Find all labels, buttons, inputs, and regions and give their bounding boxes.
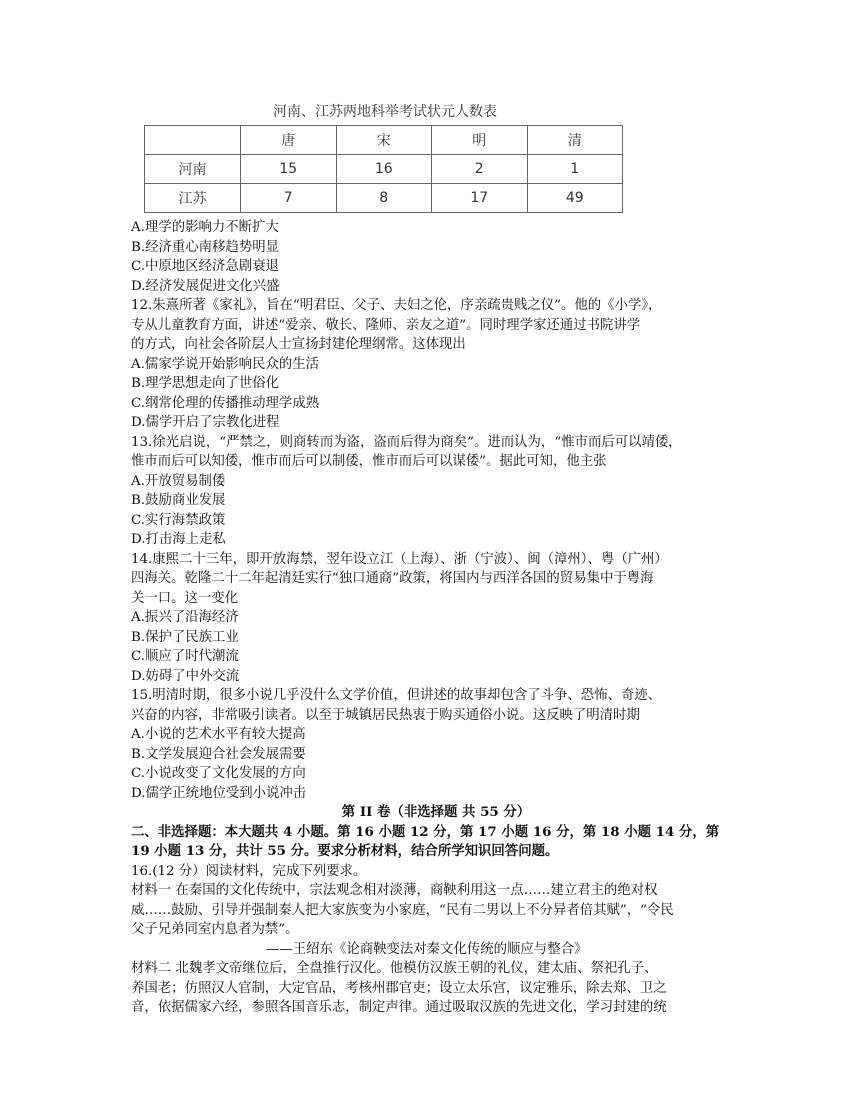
q16-line: 材料一 在秦国的文化传统中，宗法观念相对淡薄，商鞅利用这一点……建立君主的绝对权 — [131, 883, 658, 898]
question-line: 13.徐光启说，“严禁之，则商转而为盗，盗而后得为商矣”。进而认为，“惟市而后可以靖倭， — [131, 434, 682, 450]
stats-table — [144, 125, 623, 213]
question-line: 关一口。这一变化 — [131, 590, 239, 606]
option-line: D.儒学开启了宗教化进程 — [131, 415, 280, 430]
option-line: A.儒家学说开始影响民众的生活 — [131, 356, 320, 372]
table-header-cell: 唐 — [241, 126, 337, 155]
table-cell: 7 — [241, 184, 337, 213]
question-line: 专从儿童教育方面，讲述“爱亲、敬长、隆师、亲友之道”。同时理学家还通过书院讲学 — [131, 317, 641, 333]
option-line: C.纲常伦理的传播推动理学成熟 — [131, 395, 320, 411]
table-row — [145, 184, 623, 213]
question-line: 14.康熙二十三年，即开放海禁，翌年设立江（上海）、浙（宁波）、闽（漳州）、粤（广州） — [131, 551, 668, 567]
table-cell: 16 — [336, 155, 432, 184]
table-cell: 17 — [432, 184, 528, 213]
q16-source: ——王绍东《论商鞅变法对秦文化传统的顺应与整合》 — [266, 941, 588, 957]
table-row — [145, 155, 623, 184]
option-line: D.经济发展促进文化兴盛 — [131, 278, 280, 294]
table-cell: 15 — [241, 155, 337, 184]
option-line: A.小说的艺术水平有较大提高 — [131, 727, 306, 742]
option-line: D.打击海上走私 — [131, 532, 226, 547]
material2-line: 材料二 北魏孝文帝继位后，全盘推行汉化。他模仿汉族王朝的礼仪，建太庙、祭祀孔子、 — [131, 961, 658, 976]
question-lines — [131, 218, 741, 803]
option-line: A.振兴了沿海经济 — [131, 610, 239, 625]
table-cell: 2 — [432, 155, 528, 184]
table-cell: 8 — [336, 184, 432, 213]
table-header-row — [145, 126, 623, 155]
table-header-cell: 清 — [527, 126, 623, 155]
table-header-cell: 明 — [432, 126, 528, 155]
question-line: 兴奋的内容，非常吸引读者。以至于城镇居民热衷于购买通俗小说。这反映了明清时期 — [131, 707, 640, 723]
option-line: C.顺应了时代潮流 — [131, 649, 239, 664]
q16-line: 16.(12 分）阅读材料，完成下列要求。 — [131, 863, 367, 879]
document-body — [131, 218, 741, 1018]
section-instructions-line: 19 小题 13 分，共计 55 分。要求分析材料，结合所学知识回答问题。 — [131, 843, 559, 859]
option-line: D.儒学正统地位受到小说冲击 — [131, 785, 307, 801]
option-line: C.实行海禁政策 — [131, 512, 226, 528]
option-line: A.理学的影响力不断扩大 — [131, 220, 279, 235]
section-title: 第 II 卷（非选择题 共 55 分） — [341, 804, 531, 820]
material2-line: 音，依据儒家六经，参照各国音乐志，制定声律。通过吸取汉族的先进文化，学习封建的统 — [131, 1000, 667, 1015]
option-line: B.文学发展迎合社会发展需要 — [131, 746, 306, 762]
option-line: B.理学思想走向了世俗化 — [131, 376, 280, 391]
question-line: 12.朱熹所著《家礼》，旨在“明君臣、父子、夫妇之伦，序亲疏贵贱之仪”。他的《小学》， — [131, 298, 662, 313]
question-line: 15.明清时期，很多小说几乎没什么文学价值，但讲述的故事却包含了斗争、恐怖、奇迹、 — [131, 688, 662, 703]
option-line: D.妨碍了中外交流 — [131, 668, 240, 684]
table-cell: 49 — [527, 184, 623, 213]
option-line: A.开放贸易制倭 — [131, 473, 226, 489]
table-cell: 1 — [527, 155, 623, 184]
material2-line: 养国老；仿照汉人官制，大定官品，考核州郡官吏；设立太乐宫，议定雅乐，除去郑、卫之 — [131, 980, 667, 996]
option-line: B.经济重心南移趋势明显 — [131, 239, 280, 255]
table-header-cell: 宋 — [336, 126, 432, 155]
option-line: C.小说改变了文化发展的方向 — [131, 766, 306, 781]
q16-line: 威……鼓励、引导并强制秦人把大家族变为小家庭，“民有二男以上不分异者倍其赋”，“令民 — [131, 902, 674, 918]
table-row-label: 河南 — [145, 155, 241, 184]
option-line: B.鼓励商业发展 — [131, 493, 226, 508]
table-corner-cell — [145, 126, 241, 155]
question-line: 惟市而后可以知倭，惟市而后可以制倭，惟市而后可以谋倭”。据此可知，他主张 — [131, 454, 607, 469]
option-line: C.中原地区经济急剧衰退 — [131, 259, 279, 274]
section-instructions-line: 二、非选择题：本大题共 4 小题。第 16 小题 12 分，第 17 小题 16 分，第 18 小题 14 分，第 — [131, 823, 720, 840]
option-line: B.保护了民族工业 — [131, 629, 239, 645]
question-line: 的方式，向社会各阶层人士宣扬封建伦理纲常。这体现出 — [131, 337, 466, 352]
q16-line: 父子兄弟同室内息者为禁”。 — [131, 922, 299, 937]
table-row-label: 江苏 — [145, 184, 241, 213]
table-title: 河南、江苏两地科举考试状元人数表 — [273, 104, 497, 120]
question-line: 四海关。乾隆二十二年起清廷实行“独口通商”政策，将国内与西洋各国的贸易集中于粤海 — [131, 571, 654, 586]
